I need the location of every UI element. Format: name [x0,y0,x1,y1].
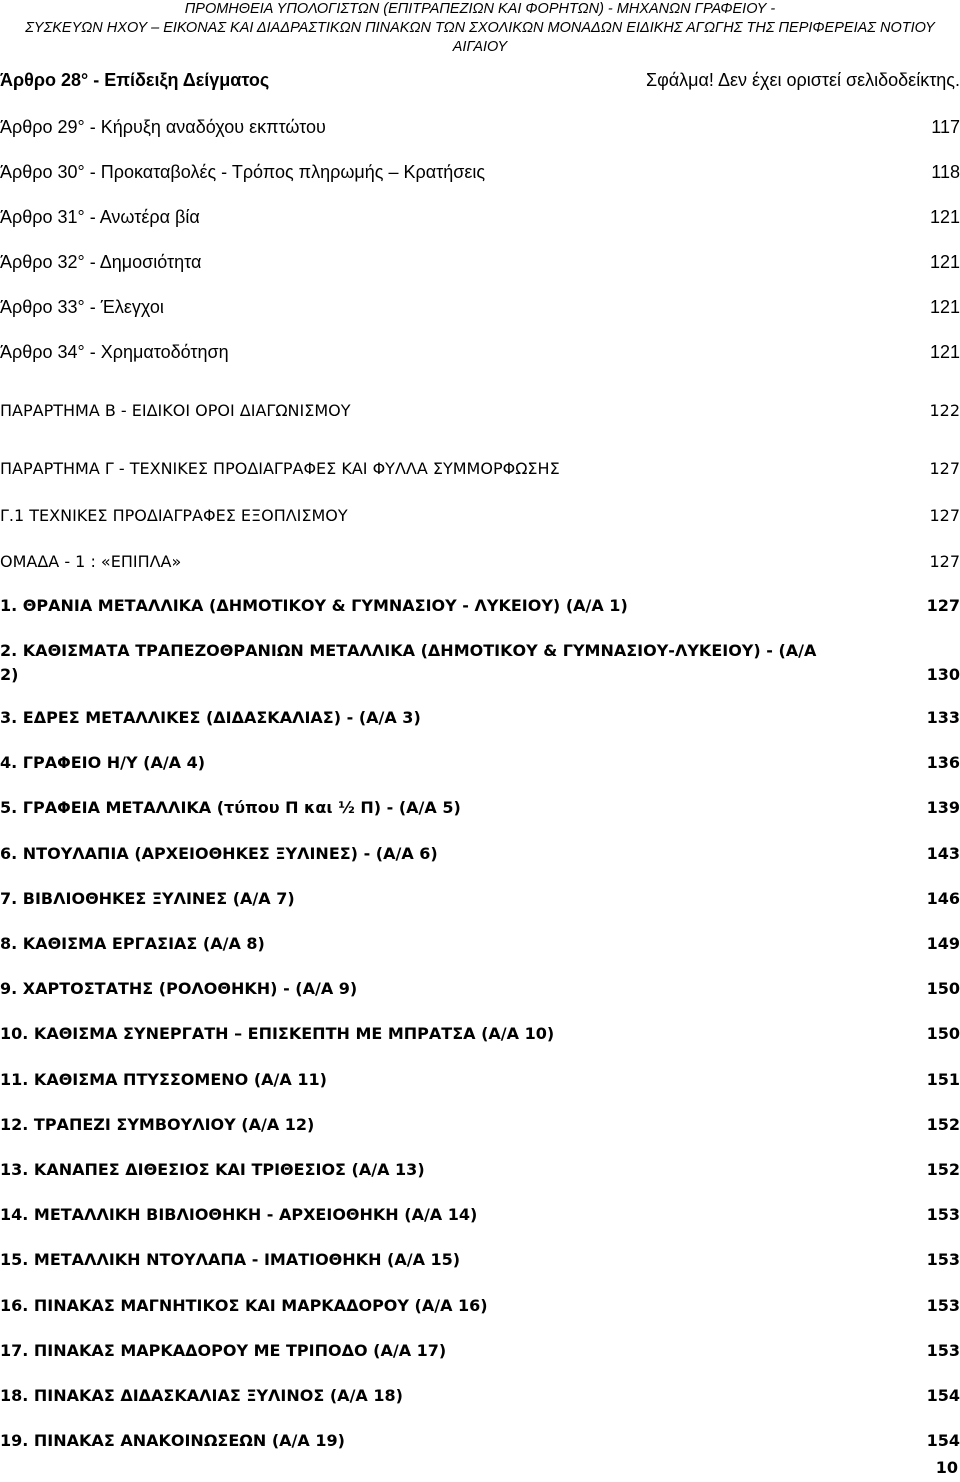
toc-entry-title-line-1: 2. ΚΑΘΙΣΜΑΤΑ ΤΡΑΠΕΖΟΘΡΑΝΙΩΝ ΜΕΤΑΛΛΙΚΑ (ΔΗΜΟΤΙΚΟΥ & ΓΥΜΝΑΣΙΟΥ-ΛΥΚΕΙΟΥ) - (Α/Α [0,641,817,660]
toc-entry-page: 149 [926,934,960,953]
toc-entry-page: 154 [926,1386,960,1405]
toc-entry-title: Άρθρο 31° - Ανωτέρα βία [0,207,200,227]
toc-entry-title: 12. ΤΡΑΠΕΖΙ ΣΥΜΒΟΥΛΙΟΥ (Α/Α 12) [0,1115,315,1134]
toc-entry-title: Άρθρο 30° - Προκαταβολές - Τρόπος πληρωμής – Κρατήσεις [0,162,486,182]
toc-entry-title: Άρθρο 34° - Χρηματοδότηση [0,342,229,362]
toc-entry-title: 19. ΠΙΝΑΚΑΣ ΑΝΑΚΟΙΝΩΣΕΩΝ (Α/Α 19) [0,1431,345,1450]
toc-entry-page: 121 [929,342,960,362]
toc-entry-title: Άρθρο 29° - Κήρυξη αναδόχου εκπτώτου [0,117,326,137]
toc-entry-page: 130 [926,665,960,684]
toc-entry-page: 118 [931,162,960,182]
toc-entry-title: ΠΑΡΑΡΤΗΜΑ Β - ΕΙΔΙΚΟΙ ΟΡΟΙ ΔΙΑΓΩΝΙΣΜΟΥ [0,401,351,420]
toc-entry-page: 127 [929,506,960,525]
toc-entry-page: 143 [926,844,960,863]
toc-entry-page: 121 [929,252,960,272]
toc-entry-page: 153 [926,1205,960,1224]
toc-entry-page: 127 [929,459,960,478]
toc-entry-title: 10. ΚΑΘΙΣΜΑ ΣΥΝΕΡΓΑΤΗ – ΕΠΙΣΚΕΠΤΗ ΜΕ ΜΠΡΑΤΣΑ (Α/Α 10) [0,1024,555,1043]
toc-entry-title: 15. ΜΕΤΑΛΛΙΚΗ ΝΤΟΥΛΑΠΑ - ΙΜΑΤΙΟΘΗΚΗ (Α/Α 15) [0,1250,461,1269]
toc-entry-page: 152 [926,1115,960,1134]
toc-entry-title-line-2: 2) [0,665,19,684]
toc-entry-page: 151 [926,1070,960,1089]
toc-entry-title: 9. ΧΑΡΤΟΣΤΑΤΗΣ (ΡΟΛΟΘΗΚΗ) - (Α/Α 9) [0,979,358,998]
toc-entry-page: 152 [926,1160,960,1179]
toc-entry-page: 153 [926,1250,960,1269]
header-line-1: ΠΡΟΜΗΘΕΙΑ ΥΠΟΛΟΓΙΣΤΩΝ (ΕΠΙΤΡΑΠΕΖΙΩΝ ΚΑΙ ΦΟΡΗΤΩΝ) - ΜΗΧΑΝΩΝ ΓΡΑΦΕΙΟΥ - [184,1,776,17]
toc-entry-page: 133 [926,708,960,727]
toc-entry-page: 121 [929,297,960,317]
toc-entry-title: 8. ΚΑΘΙΣΜΑ ΕΡΓΑΣΙΑΣ (Α/Α 8) [0,934,265,953]
toc-entry-title: 18. ΠΙΝΑΚΑΣ ΔΙΔΑΣΚΑΛΙΑΣ ΞΥΛΙΝΟΣ (Α/Α 18) [0,1386,403,1405]
toc-entry-page: 122 [929,401,960,420]
toc-entry-title: 16. ΠΙΝΑΚΑΣ ΜΑΓΝΗΤΙΚΟΣ ΚΑΙ ΜΑΡΚΑΔΟΡΟΥ (Α/Α 16) [0,1296,488,1315]
toc-entry-title: ΟΜΑΔΑ - 1 : «ΕΠΙΠΛΑ» [0,552,182,571]
toc-entry-page: 117 [931,117,960,137]
toc-entry-title: 5. ΓΡΑΦΕΙΑ ΜΕΤΑΛΛΙΚΑ (τύπου Π και ½ Π) - (Α/Α 5) [0,798,461,817]
toc-entry-page: 136 [926,753,960,772]
toc-entry-page: 153 [926,1341,960,1360]
toc-entry-title: 7. ΒΙΒΛΙΟΘΗΚΕΣ ΞΥΛΙΝΕΣ (Α/Α 7) [0,889,295,908]
toc-entry-page: 154 [926,1431,960,1450]
toc-entry-title: Άρθρο 28° - Επίδειξη Δείγματος [0,70,270,90]
page-header [0,0,960,57]
toc-entry-title: 4. ΓΡΑΦΕΙΟ Η/Υ (Α/Α 4) [0,753,206,772]
toc-entry-title: 13. ΚΑΝΑΠΕΣ ΔΙΘΕΣΙΟΣ ΚΑΙ ΤΡΙΘΕΣΙΟΣ (Α/Α 13) [0,1160,425,1179]
toc-entry-page: 153 [926,1296,960,1315]
toc-entry-page: 127 [929,552,960,571]
toc-entry-title: 1. ΘΡΑΝΙΑ ΜΕΤΑΛΛΙΚΑ (ΔΗΜΟΤΙΚΟΥ & ΓΥΜΝΑΣΙΟΥ - ΛΥΚΕΙΟΥ) (Α/Α 1) [0,596,628,615]
page-number: 10 [935,1458,958,1477]
toc-entry-page: 139 [926,798,960,817]
toc-entry-page: 127 [926,596,960,615]
toc-entry-title: ΠΑΡΑΡΤΗΜΑ Γ - ΤΕΧΝΙΚΕΣ ΠΡΟΔΙΑΓΡΑΦΕΣ ΚΑΙ ΦΥΛΛΑ ΣΥΜΜΟΡΦΩΣΗΣ [0,459,560,478]
toc-entry-title: 17. ΠΙΝΑΚΑΣ ΜΑΡΚΑΔΟΡΟΥ ΜΕ ΤΡΙΠΟΔΟ (Α/Α 17) [0,1341,447,1360]
header-line-2: ΣΥΣΚΕΥΩΝ ΗΧΟΥ – ΕΙΚΟΝΑΣ ΚΑΙ ΔΙΑΔΡΑΣΤΙΚΩΝ ΠΙΝΑΚΩΝ ΤΩΝ ΣΧΟΛΙΚΩΝ ΜΟΝΑΔΩΝ ΕΙΔΙΚΗΣ ΑΓΩΓΗΣ ΤΗΣ ΠΕΡΙΦΕΡΕΙΑΣ ΝΟΤΙΟΥ [25,20,935,36]
toc-entry-page: 150 [926,979,960,998]
toc-entry-title: 11. ΚΑΘΙΣΜΑ ΠΤΥΣΣΟΜΕΝΟ (Α/Α 11) [0,1070,327,1089]
toc-entry-title: Άρθρο 32° - Δημοσιότητα [0,252,202,272]
toc-entry-title: 14. ΜΕΤΑΛΛΙΚΗ ΒΙΒΛΙΟΘΗΚΗ - ΑΡΧΕΙΟΘΗΚΗ (Α/Α 14) [0,1205,478,1224]
header-line-3: ΑΙΓΑΙΟΥ [452,39,508,55]
bookmark-error: Σφάλμα! Δεν έχει οριστεί σελιδοδείκτης. [645,70,960,90]
toc-entry-page: 121 [929,207,960,227]
toc-entry-title: 6. ΝΤΟΥΛΑΠΙΑ (ΑΡΧΕΙΟΘΗΚΕΣ ΞΥΛΙΝΕΣ) - (Α/Α 6) [0,844,438,863]
toc-entry-title: Άρθρο 33° - Έλεγχοι [0,297,164,317]
toc-entry-title: 3. ΕΔΡΕΣ ΜΕΤΑΛΛΙΚΕΣ (ΔΙΔΑΣΚΑΛΙΑΣ) - (Α/Α 3) [0,708,421,727]
toc-entry-page: 150 [926,1024,960,1043]
toc-entry-title: Γ.1 ΤΕΧΝΙΚΕΣ ΠΡΟΔΙΑΓΡΑΦΕΣ ΕΞΟΠΛΙΣΜΟΥ [0,506,348,525]
toc-entry-page: 146 [926,889,960,908]
